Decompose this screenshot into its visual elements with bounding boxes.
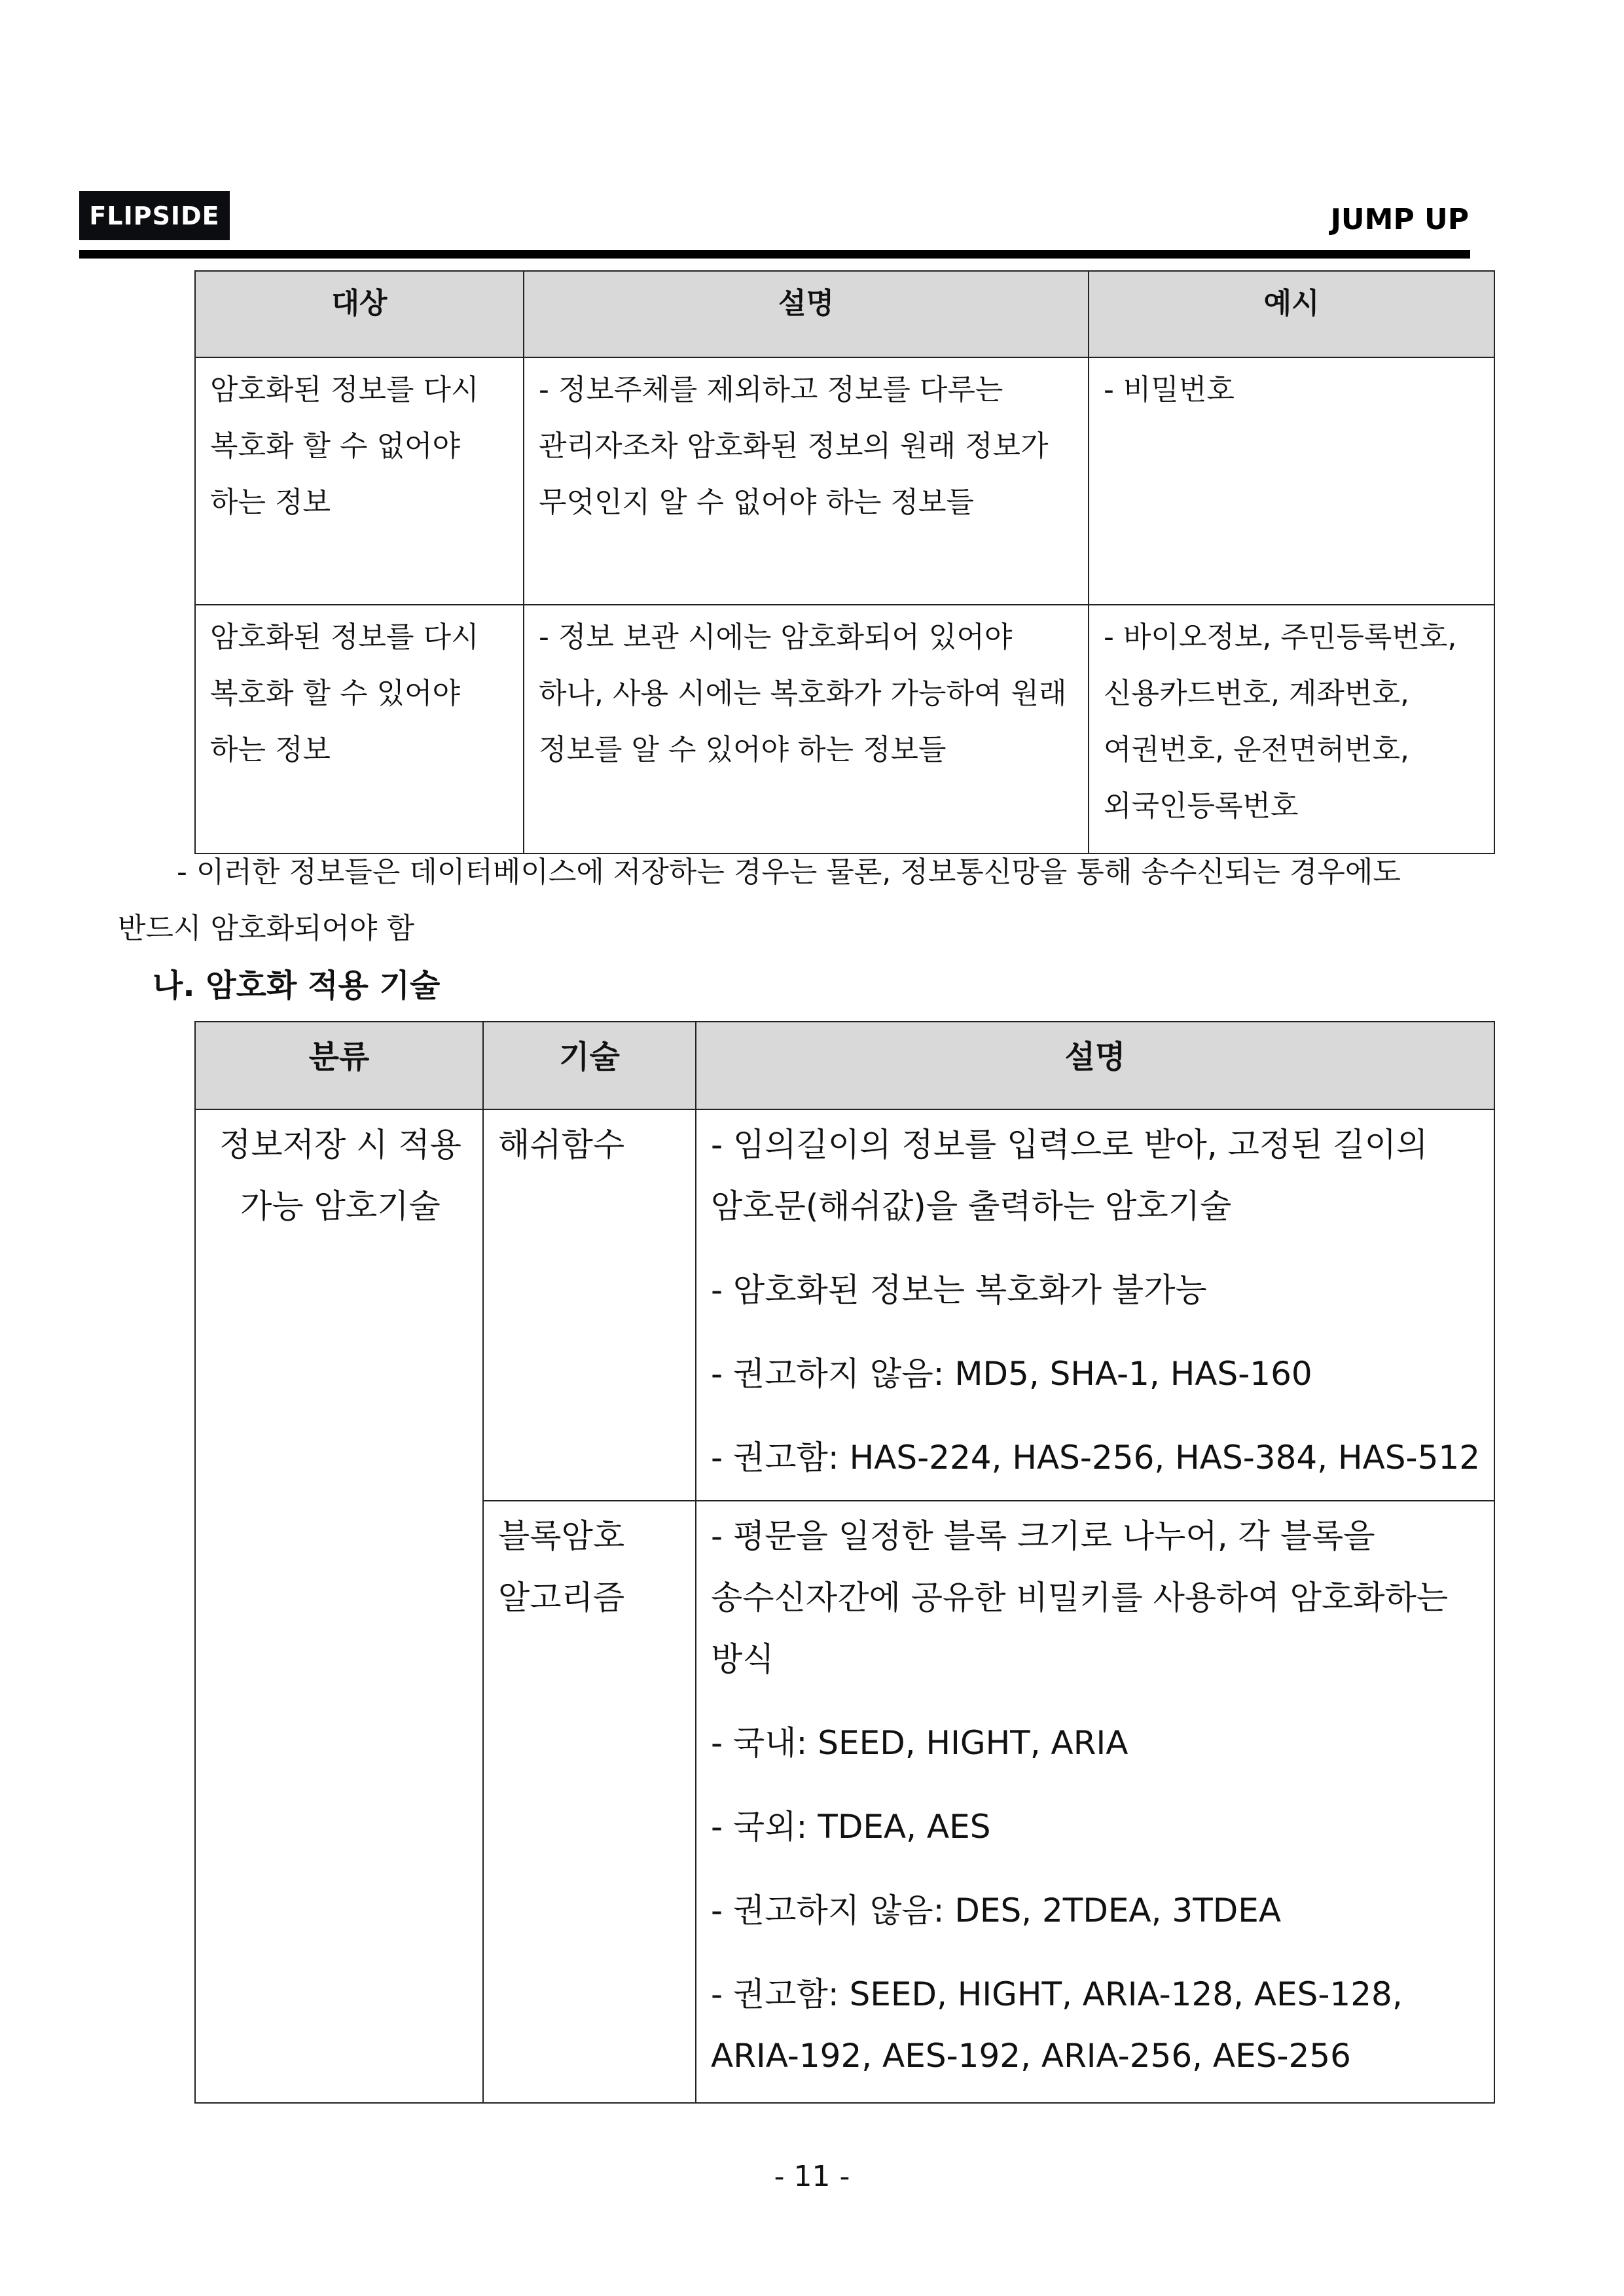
section-title: 나. 암호화 적용 기술 — [153, 967, 441, 1004]
description-line: - 국외: TDEA, AES — [711, 1808, 991, 1846]
note-line-2: 반드시 암호화되어야 함 — [118, 912, 415, 945]
table-header-row — [195, 271, 1494, 357]
description-line: - 권고하지 않음: DES, 2TDEA, 3TDEA — [711, 1892, 1282, 1929]
note-paragraph — [118, 844, 1499, 957]
category-cell: 정보저장 시 적용 가능 암호기술 — [195, 1109, 483, 2103]
header-divider — [79, 250, 1470, 259]
description-line: - 평문을 일정한 블록 크기로 나누어, 각 블록을 송수신자간에 공유한 비밀키를 사용하여 암호화하는 방식 — [711, 1517, 1449, 1678]
technique-cell: 해쉬함수 — [483, 1109, 696, 1501]
description-line: - 권고함: SEED, HIGHT, ARIA-128, AES-128, ARIA-192, AES-192, ARIA-256, AES-256 — [711, 1975, 1403, 2075]
target-cell: 암호화된 정보를 다시 복호화 할 수 있어야 하는 정보 — [195, 605, 524, 853]
encryption-target-table — [194, 270, 1495, 854]
description-line: - 임의길이의 정보를 입력으로 받아, 고정된 길이의 암호문(해쉬값)을 출력하는 암호기술 — [711, 1126, 1428, 1225]
column-header-description: 설명 — [696, 1022, 1494, 1109]
note-line-1: - 이러한 정보들은 데이터베이스에 저장하는 경우는 물론, 정보통신망을 통해 송수신되는 경우에도 — [177, 855, 1401, 889]
table-row — [195, 605, 1494, 853]
example-cell: - 비밀번호 — [1089, 357, 1494, 605]
example-cell: - 바이오정보, 주민등록번호, 신용카드번호, 계좌번호, 여권번호, 운전면허번호, 외국인등록번호 — [1089, 605, 1494, 853]
flipside-logo: FLIPSIDE — [79, 191, 230, 240]
header-title: JUMP UP — [1330, 203, 1469, 236]
description-cell — [696, 1109, 1494, 1501]
column-header-description: 설명 — [524, 271, 1089, 357]
column-header-technique: 기술 — [483, 1022, 696, 1109]
description-line: - 권고함: HAS-224, HAS-256, HAS-384, HAS-512 — [711, 1439, 1481, 1477]
page-number: - 11 - — [774, 2160, 850, 2193]
description-line: - 권고하지 않음: MD5, SHA-1, HAS-160 — [711, 1355, 1312, 1393]
column-header-category: 분류 — [195, 1022, 483, 1109]
description-cell — [696, 1501, 1494, 2103]
description-cell: - 정보 보관 시에는 암호화되어 있어야 하나, 사용 시에는 복호화가 가능하여 원래 정보를 알 수 있어야 하는 정보들 — [524, 605, 1089, 853]
technique-cell: 블록암호 알고리즘 — [483, 1501, 696, 2103]
encryption-technique-table — [194, 1021, 1495, 2104]
target-cell: 암호화된 정보를 다시 복호화 할 수 없어야 하는 정보 — [195, 357, 524, 605]
table-row — [195, 1109, 1494, 1501]
table-header-row — [195, 1022, 1494, 1109]
description-line: - 암호화된 정보는 복호화가 불가능 — [711, 1271, 1207, 1309]
table-row — [195, 357, 1494, 605]
description-cell: - 정보주체를 제외하고 정보를 다루는 관리자조차 암호화된 정보의 원래 정보가 무엇인지 알 수 없어야 하는 정보들 — [524, 357, 1089, 605]
column-header-target: 대상 — [195, 271, 524, 357]
column-header-example: 예시 — [1089, 271, 1494, 357]
description-line: - 국내: SEED, HIGHT, ARIA — [711, 1724, 1128, 1762]
